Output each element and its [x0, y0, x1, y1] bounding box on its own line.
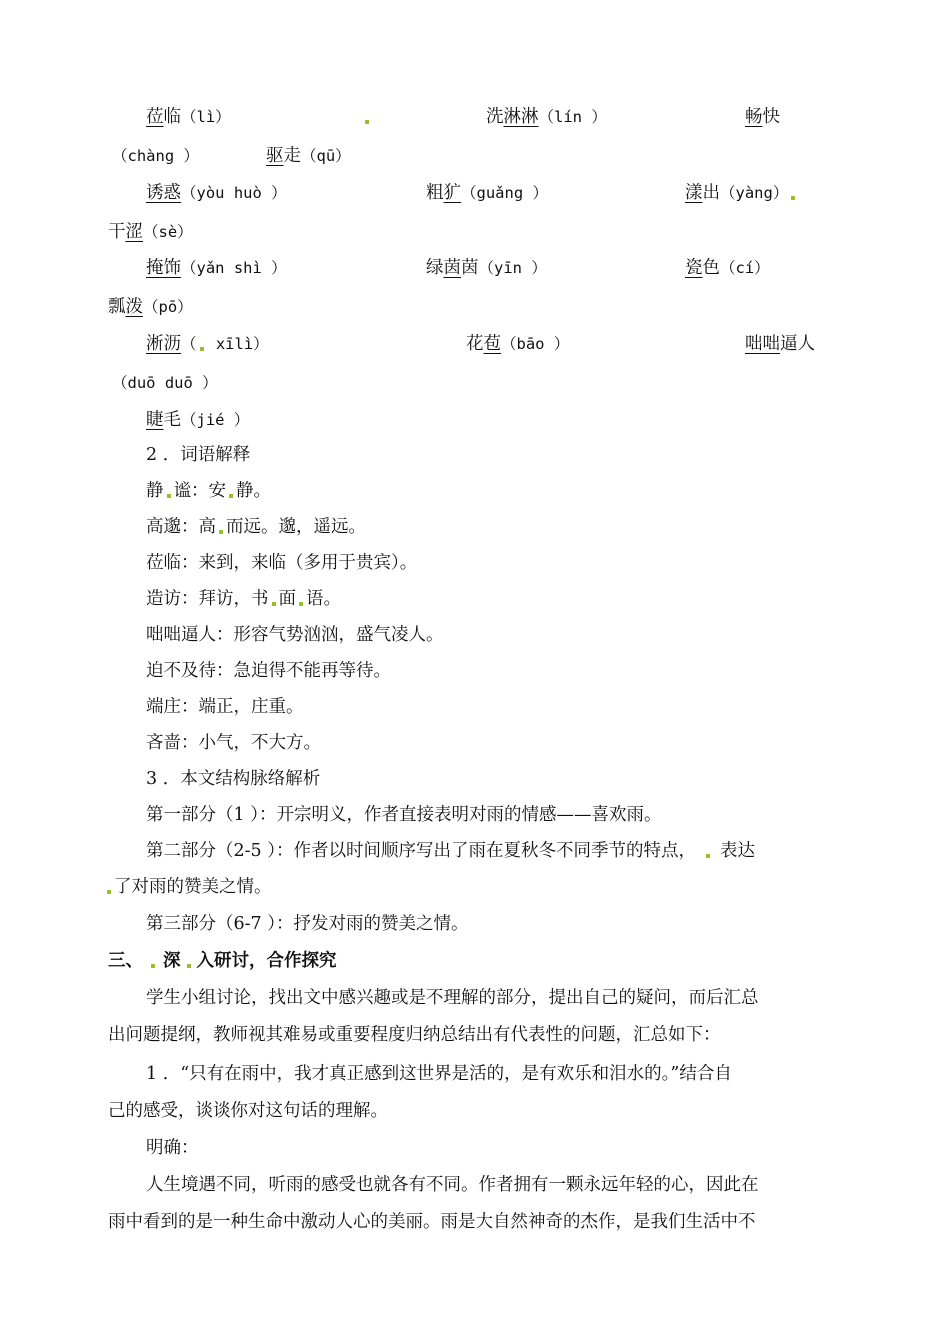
question-line: 1 ．“只有在雨中，我才真正感到这世界是活的，是有欢乐和泪水的。”结合自: [146, 1064, 732, 1084]
underlined-char: 瓷: [685, 258, 703, 278]
pinyin: （cí）: [720, 259, 770, 277]
vocab-item: 畅快: [745, 107, 780, 127]
answer-label: 明确：: [146, 1138, 199, 1158]
vocab-item: [146, 181, 287, 205]
pinyin: （jié ）: [181, 411, 250, 429]
vocab-item: 绿茵茵（yīn ）: [426, 258, 547, 278]
underlined-char: 犷: [443, 183, 461, 203]
paragraph-line: 出问题提纲，教师视其难易或重要程度归纳总结出有代表性的问题，汇总如下：: [108, 1025, 721, 1045]
pinyin: （duō duō ）: [112, 374, 218, 392]
underlined-char: 苞: [483, 334, 501, 354]
structure-part-cont: 了对雨的赞美之情。: [104, 875, 272, 899]
underlined-char: 睫: [146, 410, 164, 430]
definition: 迫不及待：急迫得不能再等待。: [146, 661, 391, 681]
pinyin: （yòu huò ）: [181, 184, 287, 202]
vocab-item: [146, 256, 287, 280]
structure-part: 第三部分（6-7 ）：抒发对雨的赞美之情。: [146, 914, 469, 934]
vocab-item: 漾出（yàng）: [685, 181, 798, 205]
definition: 造访：拜访，书 面 语。: [146, 589, 341, 609]
pinyin: （guǎng ）: [461, 184, 548, 202]
marker-dot: [272, 602, 276, 606]
definition: 高邈：高 而远。邈，遥远。: [146, 517, 366, 537]
vocab-item: 花苞（bāo ）: [466, 334, 570, 354]
vocab-item: 瓷色（cí）: [685, 258, 770, 278]
pinyin: （yīn ）: [478, 259, 547, 277]
underlined-char: 咄咄: [745, 334, 780, 354]
vocab-item: 驱走（qū）: [266, 146, 351, 166]
definition: 静 谧：安 静。: [146, 481, 271, 501]
marker-dot: [200, 347, 204, 351]
vocab-item: 睫毛（jié ）: [146, 410, 250, 430]
structure-part: 第一部分（1 ）：开宗明义，作者直接表明对雨的情感——喜欢雨。: [146, 805, 662, 825]
section-heading: 三、 深 入研讨，合作探究: [108, 951, 337, 971]
structure-part: 第二部分（2-5 ）：作者以时间顺序写出了雨在夏秋冬不同季节的特点， 表达: [146, 841, 755, 861]
marker-dot: [706, 854, 710, 858]
marker-dot: [167, 494, 171, 498]
paragraph-line: 雨中看到的是一种生命中激动人心的美丽。雨是大自然神奇的杰作，是我们生活中不: [108, 1212, 756, 1232]
marker-dot: [187, 964, 191, 968]
underlined-char: 莅: [146, 107, 164, 127]
marker-dot: [229, 494, 233, 498]
underlined-char: 茵: [443, 258, 461, 278]
definition: 咄咄逼人：形容气势汹汹，盛气凌人。: [146, 625, 444, 645]
paragraph-line: 学生小组讨论，找出文中感兴趣或是不理解的部分，提出自己的疑问，而后汇总: [146, 988, 759, 1008]
definition: 吝啬：小气，不大方。: [146, 733, 321, 753]
vocab-item: 洗淋淋（lín ）: [486, 107, 607, 127]
definition: 端庄：端正，庄重。: [146, 697, 304, 717]
pinyin: （chàng ）: [112, 147, 199, 165]
vocab-item: 瓢泼（pō）: [108, 297, 193, 317]
marker-dot: [791, 196, 795, 200]
vocab-item: 莅临（lì）: [146, 107, 231, 127]
marker-dot: [299, 602, 303, 606]
pinyin: （lín ）: [538, 108, 607, 126]
marker-dot: [362, 105, 372, 129]
underlined-char: 淋淋: [503, 107, 539, 127]
underlined-char: 涩: [125, 222, 143, 242]
pinyin: （qū）: [301, 147, 351, 165]
underlined-char: 泼: [125, 297, 143, 317]
vocab-item: 淅沥（ xīlì）: [146, 334, 269, 354]
pinyin: （bāo ）: [501, 335, 570, 353]
underlined-char: 淅沥: [146, 334, 181, 354]
pinyin: （yàng）: [720, 184, 789, 202]
pinyin: （sè）: [143, 223, 193, 241]
pinyin: （yǎn shì ）: [181, 259, 287, 277]
underlined-char: 漾: [685, 183, 703, 203]
marker-dot: [219, 530, 223, 534]
underlined-char: 掩饰: [146, 258, 181, 278]
underlined-char: 诱惑: [146, 183, 181, 203]
underlined-char: 驱: [266, 146, 284, 166]
marker-dot: [107, 890, 111, 894]
pinyin: （pō）: [143, 298, 193, 316]
paragraph-line: 人生境遇不同，听雨的感受也就各有不同。作者拥有一颗永远年轻的心，因此在: [146, 1175, 759, 1195]
pinyin: xīlì）: [206, 335, 269, 353]
vocab-item: 粗犷（guǎng ）: [426, 183, 548, 203]
section-title: 3 ．本文结构脉络解析: [146, 769, 321, 789]
question-line: 己的感受，谈谈你对这句话的理解。: [108, 1101, 388, 1121]
pinyin: （lì）: [181, 108, 231, 126]
underlined-char: 畅: [745, 107, 763, 127]
vocab-item: 干涩（sè）: [108, 222, 193, 242]
vocab-item: 咄咄逼人: [745, 334, 815, 354]
marker-dot: [151, 964, 155, 968]
section-title: 2 ．词语解释: [146, 445, 251, 465]
definition: 莅临：来到，来临（多用于贵宾）。: [146, 553, 418, 573]
